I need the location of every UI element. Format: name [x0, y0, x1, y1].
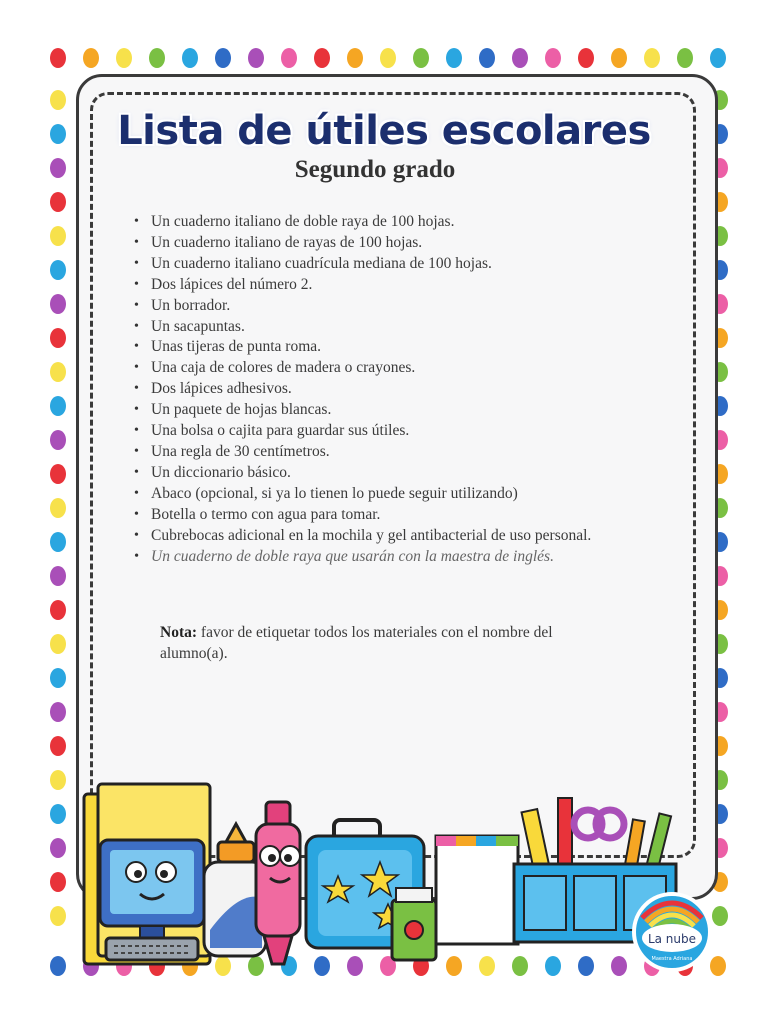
border-dot: [512, 48, 528, 68]
juice-box-icon: [392, 888, 436, 960]
border-dot: [83, 48, 99, 68]
list-item: • Un diccionario básico.: [134, 463, 694, 484]
border-dot: [578, 48, 594, 68]
supplies-list: [134, 212, 694, 567]
list-item-english-notebook: • Un cuaderno de doble raya que usarán con la maestra de inglés.: [134, 547, 694, 568]
list-item: • Unas tijeras de punta roma.: [134, 337, 694, 358]
border-dot: [50, 498, 66, 518]
page-subtitle: Segundo grado: [294, 156, 456, 183]
list-item: • Un cuaderno italiano de rayas de 100 hojas.: [134, 233, 694, 254]
note: [160, 622, 620, 664]
border-dot: [50, 600, 66, 620]
note-label: Nota:: [160, 624, 198, 641]
border-dot: [50, 634, 66, 654]
border-dot: [50, 838, 66, 858]
border-dot: [50, 464, 66, 484]
border-dot: [149, 48, 165, 68]
border-dot: [281, 48, 297, 68]
border-dot: [545, 48, 561, 68]
page-title: Lista de útiles escolares: [117, 108, 651, 154]
list-item: • Una caja de colores de madera o crayones.: [134, 358, 694, 379]
border-dot: [248, 48, 264, 68]
paper-pad-icon: [436, 836, 518, 944]
border-dot: [182, 48, 198, 68]
list-item: • Un sacapuntas.: [134, 317, 694, 338]
border-dot: [116, 48, 132, 68]
list-item: • Dos lápices adhesivos.: [134, 379, 694, 400]
border-dot: [710, 48, 726, 68]
border-dot: [50, 328, 66, 348]
list-item: • Una regla de 30 centímetros.: [134, 442, 694, 463]
border-dot: [479, 48, 495, 68]
border-dot: [50, 226, 66, 246]
border-dot: [677, 48, 693, 68]
border-dot: [50, 736, 66, 756]
list-item: • Dos lápices del número 2.: [134, 275, 694, 296]
list-item: • Un borrador.: [134, 296, 694, 317]
border-dot: [413, 48, 429, 68]
list-item: • Una bolsa o cajita para guardar sus útiles.: [134, 421, 694, 442]
la-nube-logo: [634, 894, 710, 970]
list-item: • Cubrebocas adicional en la mochila y gel antibacterial de uso personal.: [134, 526, 694, 547]
border-dot: [50, 702, 66, 722]
list-item: • Un cuaderno italiano cuadrícula mediana de 100 hojas.: [134, 254, 694, 275]
border-dot: [50, 668, 66, 688]
list-item: • Un cuaderno italiano de doble raya de 100 hojas.: [134, 212, 694, 233]
border-dot: [50, 362, 66, 382]
border-dot: [50, 294, 66, 314]
border-dot: [50, 906, 66, 926]
border-dot: [50, 430, 66, 450]
border-dot: [446, 48, 462, 68]
border-dot: [644, 48, 660, 68]
note-text: favor de etiquetar todos los materiales con el nombre del alumno(a).: [160, 624, 553, 662]
border-dot: [50, 192, 66, 212]
border-dot: [215, 48, 231, 68]
border-dot: [50, 566, 66, 586]
border-dot: [347, 48, 363, 68]
computer-icon: [100, 840, 204, 960]
border-dot: [50, 532, 66, 552]
school-supplies-clipart: [80, 780, 720, 1000]
logo-name: La nube: [647, 932, 697, 946]
list-item: • Un paquete de hojas blancas.: [134, 400, 694, 421]
border-dot: [50, 770, 66, 790]
logo-tagline: Maestra Adriana: [651, 956, 693, 962]
border-dot: [611, 48, 627, 68]
border-dot: [50, 956, 66, 976]
list-item: • Botella o termo con agua para tomar.: [134, 505, 694, 526]
list-item: • Abaco (opcional, si ya lo tienen lo puede seguir utilizando): [134, 484, 694, 505]
border-dot: [50, 260, 66, 280]
border-dot: [50, 90, 66, 110]
border-dot: [50, 804, 66, 824]
border-dot: [314, 48, 330, 68]
border-dot: [380, 48, 396, 68]
border-dot: [50, 396, 66, 416]
border-dot: [50, 872, 66, 892]
border-dot: [50, 48, 66, 68]
